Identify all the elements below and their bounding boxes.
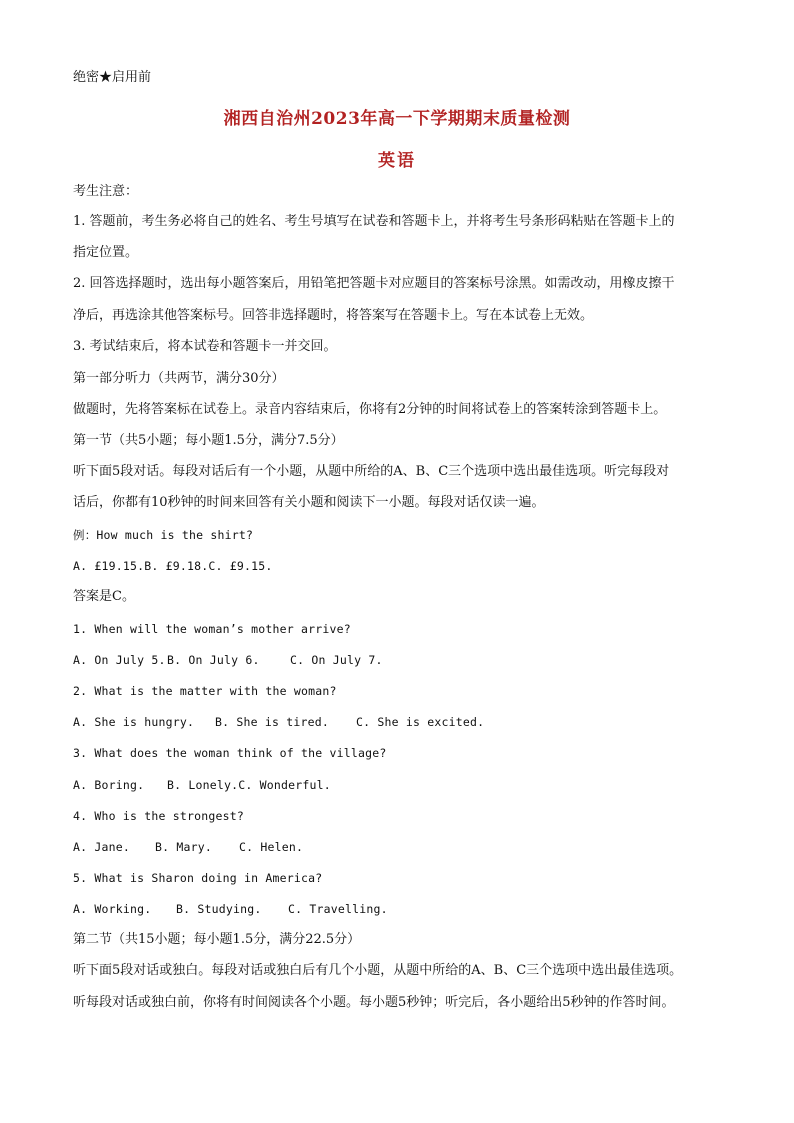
question-1: 1. When will the woman’s mother arrive? [73, 622, 351, 636]
section1-heading: 第一节（共5小题；每小题1.5分，满分7.5分） [73, 433, 344, 448]
notice-heading: 考生注意： [73, 184, 139, 199]
option-a: A. Boring. [73, 778, 145, 792]
section2-heading: 第二节（共15小题；每小题1.5分，满分22.5分） [73, 932, 361, 947]
question-4: 4. Who is the strongest? [73, 809, 244, 823]
notice-item-1-line-2: 指定位置。 [73, 245, 139, 260]
question-3-options [73, 777, 331, 793]
option-a: A. Working. [73, 902, 152, 916]
notice-item-2-line-2: 净后，再选涂其他答案标号。回答非选择题时，将答案写在答题卡上。写在本试卷上无效。 [73, 308, 594, 323]
section2-instruction-line-2: 听每段对话或独白前，你将有时间阅读各个小题。每小题5秒钟；听完后，各小题给出5秒钟的作答时间。 [73, 995, 675, 1010]
option-b: B. Studying. [176, 902, 262, 916]
page-title: 湘西自治州2023年高一下学期期末质量检测 [223, 109, 571, 129]
part1-heading: 第一部分听力（共两节，满分30分） [73, 371, 285, 386]
option-b: B. On July 6. [167, 653, 260, 667]
question-2: 2. What is the matter with the woman? [73, 684, 337, 698]
option-a: A. On July 5. [73, 653, 166, 667]
part1-instruction: 做题时，先将答案标在试卷上。录音内容结束后，你将有2分钟的时间将试卷上的答案转涂到答题卡上。 [73, 402, 667, 417]
notice-item-2-line-1: 2. 回答选择题时，选出每小题答案后，用铅笔把答题卡对应题目的答案标号涂黑。如需改动，用橡皮擦干 [73, 276, 675, 291]
example-question: 例：How much is the shirt? [73, 528, 254, 542]
example-answer: 答案是C。 [73, 589, 135, 604]
question-1-options [73, 652, 383, 668]
section1-instruction-line-1: 听下面5段对话。每段对话后有一个小题，从题中所给的A、B、C三个选项中选出最佳选项。听完每段对 [73, 464, 670, 479]
option-c: C. She is excited. [356, 715, 485, 729]
subject-title: 英语 [378, 151, 416, 171]
section1-instruction-line-2: 话后，你都有10秒钟的时间来回答有关小题和阅读下一小题。每段对话仅读一遍。 [73, 495, 545, 510]
option-c: C. Helen. [239, 840, 304, 854]
option-b: B. She is tired. [215, 715, 329, 729]
option-b: B. Lonely.C. Wonderful. [167, 778, 331, 792]
example-options: A. £19.15.B. £9.18.C. £9.15. [73, 559, 273, 573]
option-c: C. Travelling. [288, 902, 388, 916]
secret-mark: 绝密★启用前 [73, 70, 152, 85]
option-a: A. She is hungry. [73, 715, 195, 729]
notice-item-1-line-1: 1. 答题前，考生务必将自己的姓名、考生号填写在试卷和答题卡上，并将考生号条形码粘贴在答题卡上的 [73, 214, 675, 229]
option-a: A. Jane. [73, 840, 130, 854]
question-3: 3. What does the woman think of the village? [73, 746, 387, 760]
question-5: 5. What is Sharon doing in America? [73, 871, 323, 885]
question-2-options [73, 714, 484, 730]
notice-item-3: 3. 考试结束后，将本试卷和答题卡一并交回。 [73, 339, 337, 354]
option-b: B. Mary. [155, 840, 212, 854]
question-4-options [73, 839, 303, 855]
question-5-options [73, 901, 388, 917]
section2-instruction-line-1: 听下面5段对话或独白。每段对话或独白后有几个小题，从题中所给的A、B、C三个选项中选出最佳选项。 [73, 963, 683, 978]
option-c: C. On July 7. [290, 653, 383, 667]
